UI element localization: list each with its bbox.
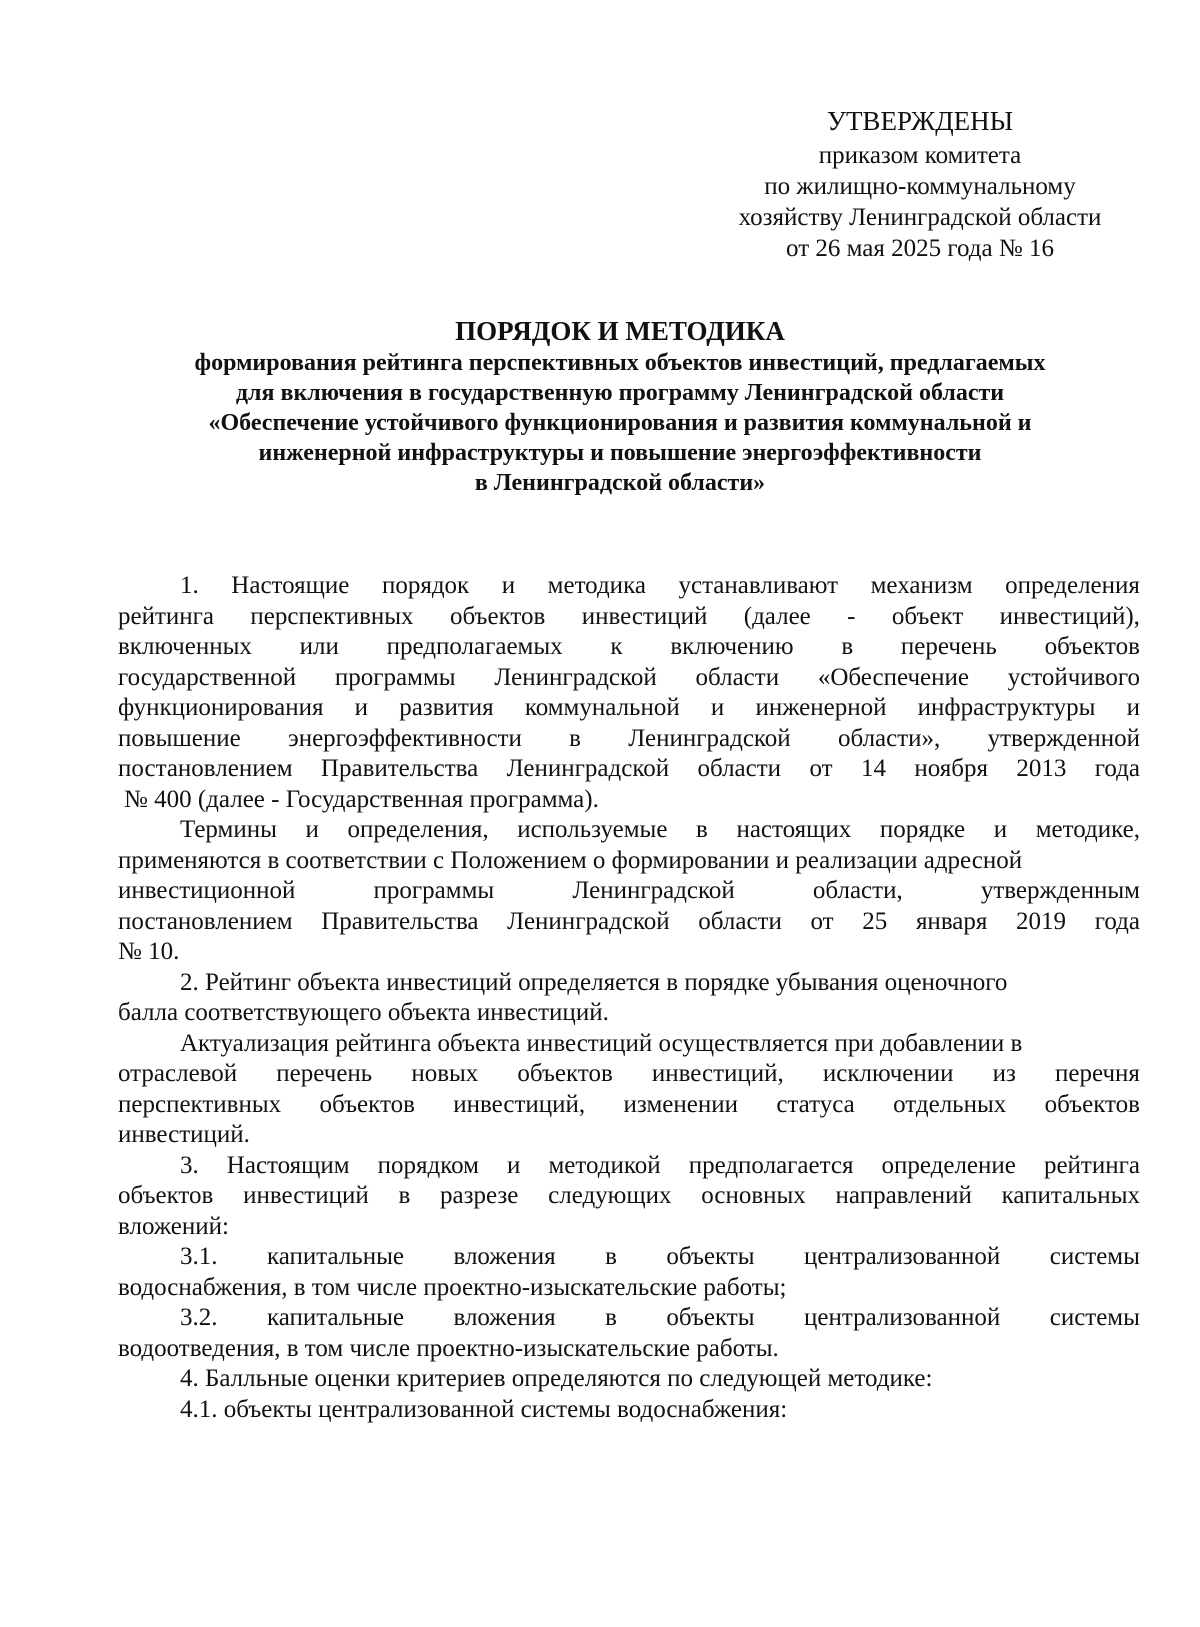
document-subtitle-line: для включения в государственную программу Ленинградской области bbox=[235, 380, 1005, 406]
text-line bbox=[118, 1181, 1140, 1212]
word: отдельных bbox=[893, 1090, 1007, 1118]
word: области bbox=[698, 907, 782, 935]
word: методикой bbox=[548, 1151, 661, 1179]
paragraph-3 bbox=[118, 1151, 1140, 1243]
word: и bbox=[507, 1151, 521, 1179]
word: 14 bbox=[860, 755, 886, 782]
text-line: инвестиций. bbox=[118, 1121, 250, 1148]
approval-stamp bbox=[700, 104, 1140, 264]
word: новых bbox=[411, 1060, 479, 1087]
word: 3.1. bbox=[180, 1243, 218, 1270]
text-line: № 400 (далее - Государственная программа). bbox=[124, 785, 599, 813]
word: настоящих bbox=[736, 816, 852, 843]
word: рейтинга bbox=[118, 602, 215, 630]
word: 2019 bbox=[1016, 907, 1067, 935]
word: к bbox=[610, 633, 623, 660]
word: инвестиций), bbox=[999, 602, 1140, 630]
word: государственной bbox=[118, 663, 297, 691]
word: ноября bbox=[914, 755, 988, 782]
word: 3. bbox=[180, 1151, 199, 1179]
word: объектов bbox=[319, 1090, 415, 1118]
word: инвестиций bbox=[581, 602, 708, 630]
paragraph-3-1 bbox=[118, 1242, 1140, 1303]
word: рейтинга bbox=[1043, 1151, 1140, 1179]
word: Термины bbox=[180, 816, 277, 843]
text-line: водоотведения, в том числе проектно-изыскательские работы. bbox=[118, 1334, 779, 1362]
word: предполагается bbox=[688, 1151, 854, 1179]
text-line bbox=[118, 1059, 1140, 1090]
word: в bbox=[605, 1304, 617, 1331]
word: капитальные bbox=[266, 1243, 404, 1270]
word: Ленинградской bbox=[507, 907, 670, 935]
text-line bbox=[118, 602, 1140, 633]
word: года bbox=[1094, 755, 1140, 782]
word: инфраструктуры bbox=[917, 694, 1096, 721]
word: в bbox=[605, 1243, 617, 1270]
word: предполагаемых bbox=[386, 633, 563, 660]
document-title-block bbox=[100, 314, 1140, 498]
word: и bbox=[501, 572, 516, 599]
word: следующих bbox=[548, 1182, 672, 1209]
word: централизованной bbox=[804, 1304, 1001, 1331]
text-line: балла соответствующего объекта инвестиций. bbox=[118, 999, 609, 1026]
word: Правительства bbox=[320, 755, 479, 782]
paragraph-3-2 bbox=[118, 1303, 1140, 1364]
word: объектов bbox=[118, 1182, 214, 1209]
text-line bbox=[118, 907, 1140, 938]
text-line bbox=[118, 815, 1140, 846]
word: коммунальной bbox=[524, 694, 680, 721]
text-line bbox=[118, 693, 1140, 724]
word: устанавливают bbox=[678, 572, 839, 599]
approval-heading: УТВЕРЖДЕНЫ bbox=[826, 106, 1014, 136]
document-subtitle-line: формирования рейтинга перспективных объектов инвестиций, предлагаемых bbox=[194, 350, 1046, 376]
word: порядком bbox=[377, 1151, 479, 1179]
word: и bbox=[305, 816, 319, 843]
word: изменении bbox=[623, 1090, 738, 1118]
text-line bbox=[118, 724, 1140, 755]
word: направлений bbox=[835, 1182, 972, 1209]
word: определения, bbox=[347, 816, 489, 843]
word: вложения bbox=[453, 1304, 556, 1331]
document-body bbox=[118, 571, 1140, 1425]
word: - bbox=[847, 602, 856, 630]
word: перечень bbox=[900, 633, 997, 660]
word: развития bbox=[399, 694, 494, 721]
word: области, bbox=[812, 877, 903, 904]
approval-line: по жилищно-коммунальному bbox=[764, 173, 1076, 200]
word: от bbox=[809, 755, 833, 782]
word: постановлением bbox=[118, 755, 293, 782]
word: от bbox=[810, 907, 834, 935]
word: Ленинградской bbox=[506, 755, 670, 782]
paragraph-4-1: 4.1. объекты централизованной системы водоснабжения: bbox=[180, 1395, 788, 1423]
word: Правительства bbox=[321, 907, 479, 935]
document-title: ПОРЯДОК И МЕТОДИКА bbox=[455, 316, 785, 346]
word: механизм bbox=[870, 572, 973, 599]
word: утвержденной bbox=[987, 724, 1140, 752]
word: энергоэффективности bbox=[287, 724, 522, 752]
word: инженерной bbox=[755, 694, 887, 721]
word: исключении bbox=[822, 1060, 954, 1087]
word: объектов bbox=[1044, 633, 1140, 660]
word: объекты bbox=[666, 1304, 755, 1331]
paragraph-1 bbox=[118, 571, 1140, 815]
word: в bbox=[696, 816, 708, 843]
word: из bbox=[992, 1060, 1016, 1087]
document-subtitle-line: «Обеспечение устойчивого функционирования и развития коммунальной и bbox=[208, 410, 1032, 436]
word: объектов bbox=[449, 602, 546, 630]
paragraph-terms bbox=[118, 815, 1140, 968]
word: объект bbox=[891, 602, 964, 630]
approval-line: хозяйству Ленинградской области bbox=[738, 204, 1102, 231]
word: централизованной bbox=[804, 1243, 1001, 1270]
word: разрезе bbox=[440, 1182, 519, 1209]
word: системы bbox=[1049, 1243, 1140, 1270]
word: «Обеспечение bbox=[817, 663, 969, 691]
word: Ленинградской bbox=[494, 663, 657, 691]
word: инвестиционной bbox=[118, 877, 296, 904]
word: порядке bbox=[879, 816, 966, 843]
paragraph-4: 4. Балльные оценки критериев определяются по следующей методике: bbox=[180, 1365, 933, 1392]
text-line bbox=[118, 1242, 1140, 1273]
paragraph-actualization bbox=[118, 1029, 1140, 1151]
text-line: вложений: bbox=[118, 1212, 229, 1240]
word: капитальных bbox=[1001, 1182, 1140, 1209]
word: года bbox=[1094, 907, 1140, 935]
word: объектов bbox=[1044, 1090, 1140, 1118]
word: (далее bbox=[743, 602, 811, 630]
text-line bbox=[118, 1090, 1140, 1121]
word: перечень bbox=[276, 1060, 373, 1087]
word: и bbox=[710, 694, 725, 721]
word: определение bbox=[881, 1151, 1016, 1179]
word: Ленинградской bbox=[628, 724, 791, 752]
paragraph-2 bbox=[118, 968, 1140, 1029]
document-subtitle-line: инженерной инфраструктуры и повышение энергоэффективности bbox=[258, 440, 982, 466]
word: отраслевой bbox=[118, 1060, 238, 1087]
word: включенных bbox=[118, 633, 252, 660]
word: области», bbox=[837, 724, 941, 752]
word: 25 bbox=[862, 907, 888, 935]
word: функционирования bbox=[118, 694, 324, 721]
word: или bbox=[299, 633, 339, 660]
text-line: Актуализация рейтинга объекта инвестиций осуществляется при добавлении в bbox=[180, 1029, 1023, 1057]
word: и bbox=[993, 816, 1008, 843]
word: повышение bbox=[118, 724, 241, 752]
word: инвестиций, bbox=[651, 1060, 784, 1087]
word: перечня bbox=[1055, 1060, 1140, 1087]
word: статуса bbox=[776, 1090, 855, 1118]
word: инвестиций, bbox=[453, 1090, 586, 1118]
word: в bbox=[398, 1182, 411, 1209]
text-line bbox=[118, 1303, 1140, 1334]
text-line: № 10. bbox=[118, 938, 180, 965]
word: программы bbox=[373, 877, 495, 904]
text-line: 2. Рейтинг объекта инвестиций определяется в порядке убывания оценочного bbox=[180, 968, 1008, 996]
word: Настоящим bbox=[226, 1151, 350, 1179]
word: перспективных bbox=[250, 602, 414, 630]
word: методика bbox=[547, 572, 646, 599]
text-line bbox=[118, 571, 1140, 602]
word: определения bbox=[1005, 572, 1140, 599]
word: объектов bbox=[517, 1060, 613, 1087]
approval-line: от 26 мая 2025 года № 16 bbox=[786, 235, 1054, 262]
word: порядок bbox=[381, 572, 470, 599]
word: области bbox=[697, 755, 782, 782]
word: 1. bbox=[180, 572, 199, 599]
word: основных bbox=[701, 1182, 806, 1209]
word: и bbox=[354, 694, 369, 721]
word: 2013 bbox=[1016, 755, 1067, 782]
word: января bbox=[915, 907, 988, 935]
word: используемые bbox=[517, 816, 668, 843]
word: Настоящие bbox=[231, 572, 350, 599]
word: и bbox=[1126, 694, 1140, 721]
word: объекты bbox=[666, 1243, 755, 1270]
word: Ленинградской bbox=[572, 877, 735, 904]
word: утвержденным bbox=[980, 877, 1140, 904]
text-line: применяются в соответствии с Положением о формировании и реализации адресной bbox=[118, 846, 1023, 874]
word: 3.2. bbox=[180, 1304, 218, 1331]
text-line bbox=[118, 1151, 1140, 1182]
word: системы bbox=[1049, 1304, 1140, 1331]
word: перспективных bbox=[118, 1090, 282, 1118]
text-line bbox=[118, 876, 1140, 907]
document-subtitle-line: в Ленинградской области» bbox=[474, 470, 766, 496]
word: устойчивого bbox=[1007, 663, 1140, 691]
text-line bbox=[118, 632, 1140, 663]
word: программы bbox=[334, 663, 456, 691]
word: капитальные bbox=[266, 1304, 404, 1331]
word: методике, bbox=[1035, 816, 1140, 843]
word: в bbox=[569, 724, 581, 752]
text-line bbox=[118, 663, 1140, 694]
text-line: водоснабжения, в том числе проектно-изыскательские работы; bbox=[118, 1273, 787, 1301]
word: области bbox=[695, 663, 780, 691]
text-line bbox=[118, 754, 1140, 785]
word: в bbox=[841, 633, 854, 660]
word: вложения bbox=[453, 1243, 556, 1270]
word: включению bbox=[670, 633, 794, 660]
word: инвестиций bbox=[243, 1182, 369, 1209]
approval-line: приказом комитета bbox=[818, 142, 1022, 169]
word: постановлением bbox=[118, 907, 293, 935]
